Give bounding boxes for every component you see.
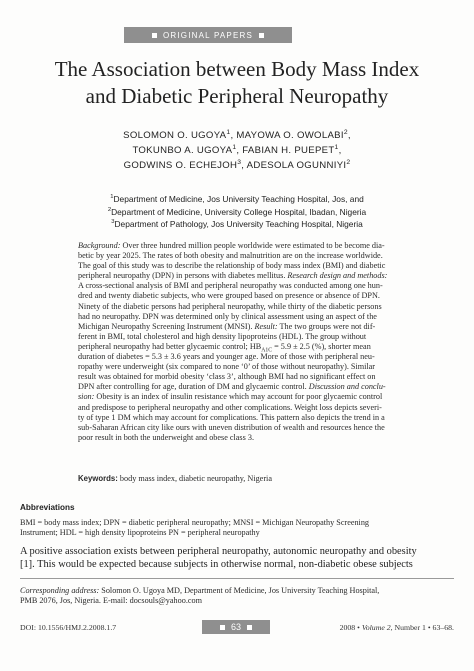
abstract-line: ferent in BMI, total cholesterol and high density lipoproteins (HDL). The group without (78, 331, 367, 341)
title-line: The Association between Body Mass Index (54, 57, 420, 81)
affiliation: $^1$Department of Medicine, Jos University Teaching Hospital, Jos, and (110, 194, 364, 204)
affiliation-mark: 1 (334, 143, 339, 151)
page-number: 63 (230, 622, 241, 632)
affiliation: $^2$Department of Medicine, University College Hospital, Ibadan, Nigeria (107, 206, 367, 217)
keywords-text: body mass index, diabetic neuropathy, Nigeria (117, 474, 272, 483)
abstract-line: A cross-sectional analysis of BMI and peripheral neuropathy was conducted among one hun- (78, 281, 383, 291)
author-name: FABIAN H. PUEPET (242, 145, 335, 156)
abstract-line: ropathy were underweight (six compared to none ‘0’ of those without neuropathy). Similar (78, 362, 376, 372)
abstract-line: betic by year 2025. The rates of both obesity and malnutrition are on the increase worldwide. (78, 251, 383, 261)
affiliation-mark: 3 (237, 158, 242, 166)
author-name: MAYOWA O. OWOLABI (236, 130, 344, 141)
abstract-line: Ninety of the diabetic persons had peripheral neuropathy, while thirty of the diabetic persons (78, 301, 382, 311)
abstract-line: and predispose to peripheral neuropathy and other complications. Weight loss depicts severi- (78, 402, 382, 412)
abstract-line: sub-Saharan African city like ours with uneven distribution of wealth and resources hence the (78, 422, 385, 432)
abstract (78, 241, 396, 443)
abstract-line: The goal of this study was to describe the relationship of body mass index (BMI) and diabetic (78, 261, 386, 271)
abstract-line: DPN after controlling for age, duration of DM and glycaemic control. Discussion and conclu- (78, 382, 386, 392)
square-bullet-icon (220, 625, 225, 630)
author-name: ADESOLA OGUNNIYI (246, 160, 347, 171)
page-number-box (202, 620, 270, 634)
abstract-line: dred and twenty diabetic subjects, who were grouped based on presence or absence of DPN. (78, 291, 380, 301)
author-list (20, 128, 454, 173)
doi: DOI: 10.1556/HMJ.2.2008.1.7 (20, 623, 117, 632)
divider (20, 578, 454, 579)
section-label: ORIGINAL PAPERS (162, 30, 254, 40)
author-line: TOKUNBO A. UGOYA$^1$, FABIAN H. PUEPET$^1$, (132, 143, 342, 156)
abstract-line: ty of type 1 DM which may account for complications. This pattern also depicts the trend in a (78, 412, 385, 422)
article-title (20, 56, 454, 110)
citation: 2008 • Volume 2, Number 1 • 63–68. (339, 623, 454, 632)
correspondence: Corresponding address: Solomon O. Ugoya MD, Department of Medicine, Jos University Teaching Hospital, PMB 2076, Jos, Nigeria. E-mail: docsouls@yahoo.com (20, 586, 380, 606)
abstract-line: sion: Obesity is an index of insulin resistance which may account for poor glycaemic control (78, 392, 383, 402)
abstract-section-label: Result: (254, 321, 278, 331)
abstract-section-label: sion: (78, 392, 95, 402)
abbreviations-text: BMI = body mass index; DPN = diabetic peripheral neuropathy; MNSI = Michigan Neuropathy Screening Instrument; HDL = high density lipoproteins PN = peripheral neuropathy (20, 518, 370, 538)
abstract-line: Background: Over three hundred million people worldwide were estimated to be become dia- (78, 241, 385, 250)
author-line: SOLOMON O. UGOYA$^1$, MAYOWA O. OWOLABI$^2$, (123, 128, 351, 141)
affiliation-mark: 2 (346, 158, 351, 166)
abstract-line: Michigan Neuropathy Screening Instrument (MNSI). Result: The two groups were not dif- (78, 321, 376, 331)
abstract-line: result was obtained for morbid obesity ‘class 3’, although BMI had no significant effect on (78, 372, 376, 382)
author-name: SOLOMON O. UGOYA (123, 130, 227, 141)
affiliation-mark: 1 (232, 143, 237, 151)
author-line: GODWINS O. ECHEJOH$^3$, ADESOLA OGUNNIYI$^2$ (123, 158, 351, 171)
correspondence-label: Corresponding address: (20, 586, 100, 595)
affiliation-mark: 2 (343, 128, 348, 136)
abstract-line: peripheral neuropathy had better glycaemic control; $HB_{A1C} = 5.9 \pm 2.5$ (%), shorter mean (78, 341, 371, 354)
section-banner (124, 27, 292, 43)
square-bullet-icon (152, 33, 157, 38)
square-bullet-icon (259, 33, 264, 38)
abstract-line: poor result in both the underweight and obese class 3. (78, 432, 254, 442)
keywords-label: Keywords: (78, 474, 118, 483)
author-name: TOKUNBO A. UGOYA (132, 145, 233, 156)
keywords (78, 474, 396, 483)
title-line: and Diabetic Peripheral Neuropathy (85, 84, 389, 108)
page-footer (0, 620, 474, 636)
abstract-line: peripheral neuropathy (DPN) in persons with diabetes mellitus. Research design and methods: (78, 271, 388, 281)
abstract-line: had no neuropathy. DPN was determined only by clinical assessment using an aspect of the (78, 311, 377, 321)
author-name: GODWINS O. ECHEJOH (123, 160, 238, 171)
abstract-section-label: Discussion and conclu- (308, 382, 386, 392)
affiliation-mark: 1 (226, 128, 231, 136)
abstract-line: duration of diabetes = 5.3 ± 3.6 years and younger age. More of those with peripheral neu- (78, 352, 375, 362)
body-text: A positive association exists between peripheral neuropathy, autonomic neuropathy and obesity [1]. This would be expected because subjects in otherwise normal, non-diabetic obese subjects (20, 546, 417, 570)
square-bullet-icon (247, 625, 252, 630)
abbreviations-heading: Abbreviations (20, 503, 75, 512)
affiliation-list (20, 193, 454, 231)
abstract-section-label: Background: (78, 241, 121, 250)
affiliation: $^3$Department of Pathology, Jos University Teaching Hospital, Nigeria (111, 219, 363, 229)
abstract-section-label: Research design and methods: (287, 271, 388, 281)
